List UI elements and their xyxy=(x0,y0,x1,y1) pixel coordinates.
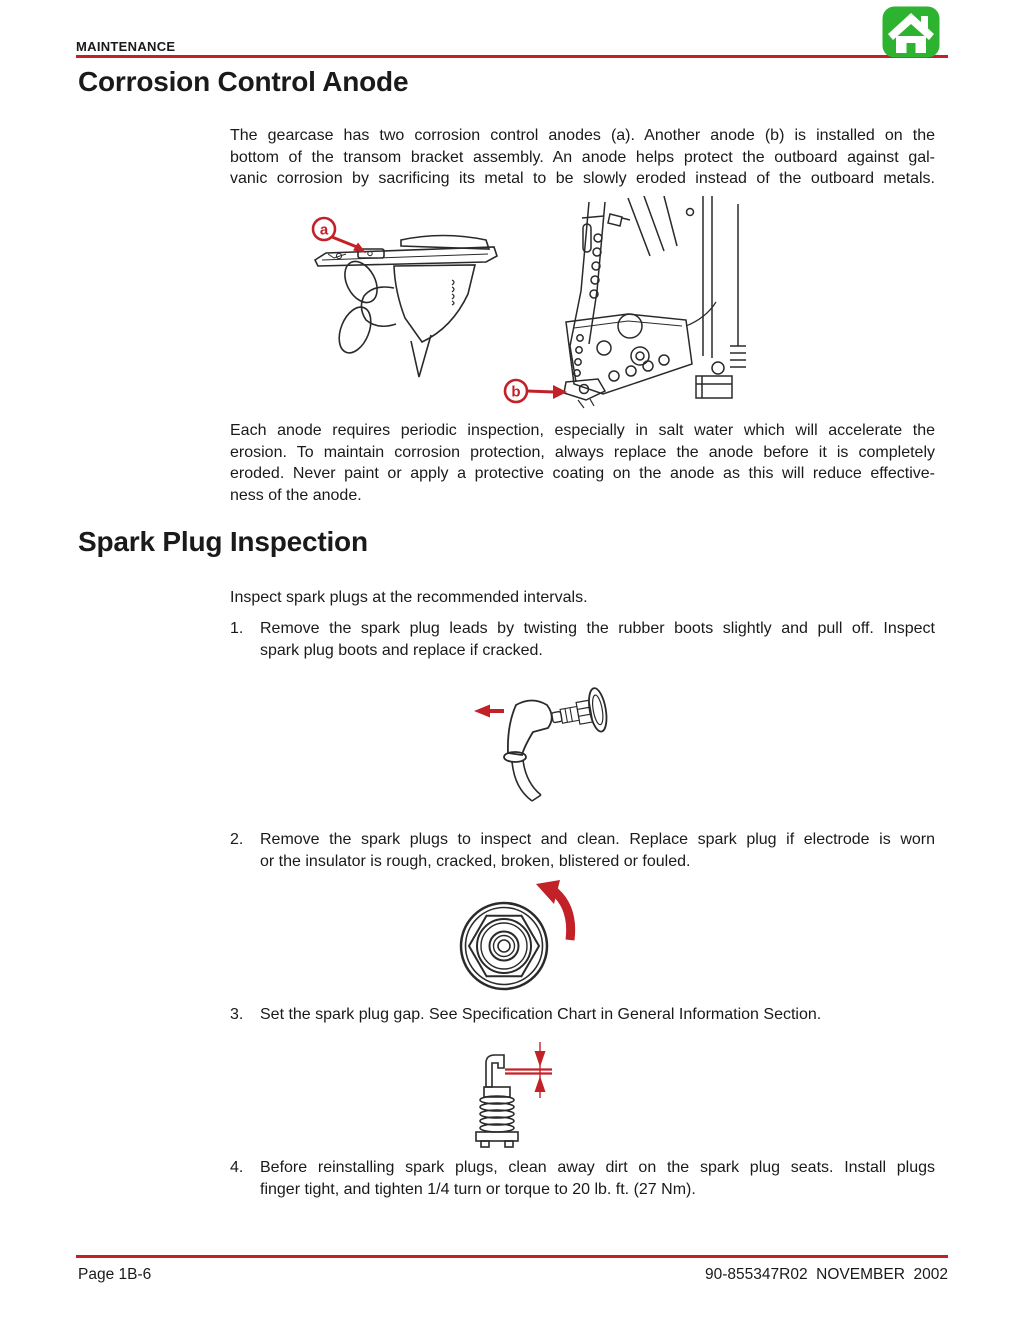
paragraph-line: ness of the anode. xyxy=(230,486,362,504)
step-number: 3. xyxy=(230,1006,244,1023)
page-number: Page 1B-6 xyxy=(78,1266,152,1283)
paragraph-line: vanic corrosion by sacrificing its metal to be slowly eroded instead of the outboard metals. xyxy=(230,170,935,187)
boot-drawing xyxy=(504,701,552,802)
anode-paragraph-1 xyxy=(230,125,935,190)
spark-plug-boot-figure xyxy=(420,668,680,818)
spark-plug-end-view-figure xyxy=(440,878,660,1003)
spark-intro: Inspect spark plugs at the recommended intervals. xyxy=(230,589,588,606)
step-line: Remove the spark plug leads by twisting the rubber boots slightly and pull off. Inspect xyxy=(260,620,935,637)
header-section-label: MAINTENANCE xyxy=(76,39,176,54)
gap-measure-arrows xyxy=(505,1042,552,1098)
step-4 xyxy=(230,1157,935,1200)
header-divider xyxy=(76,55,948,58)
anode-locations-figure xyxy=(298,196,748,416)
step-line: Remove the spark plugs to inspect and clean. Replace spark plug if electrode is worn xyxy=(260,831,935,848)
home-icon[interactable] xyxy=(882,6,940,58)
step-number: 2. xyxy=(230,831,244,848)
spark-section-title: Spark Plug Inspection xyxy=(78,526,368,557)
document-number: 90-855347R02 NOVEMBER 2002 xyxy=(705,1266,948,1283)
anode-section-title: Corrosion Control Anode xyxy=(78,66,409,97)
step-number: 1. xyxy=(230,620,244,637)
step-line: or the insulator is rough, cracked, broken, blistered or fouled. xyxy=(260,852,691,870)
paragraph-line: bottom of the transom bracket assembly. An anode helps protect the outboard against gal- xyxy=(230,148,935,166)
paragraph-line: erosion. To maintain corrosion protection, always replace the anode before it is completely xyxy=(230,443,935,461)
transom-bracket-drawing xyxy=(564,196,746,408)
spark-plug-drawing xyxy=(549,687,610,740)
paragraph-line: The gearcase has two corrosion control anodes (a). Another anode (b) is installed on the xyxy=(230,127,935,144)
callout-a-label: a xyxy=(319,221,329,239)
step-1 xyxy=(230,618,935,661)
pull-arrow-head xyxy=(474,705,490,718)
step-3 xyxy=(230,1004,935,1026)
callout-b xyxy=(505,380,567,402)
callout-b-label: b xyxy=(511,383,521,401)
turn-arrow-shaft xyxy=(554,891,571,940)
step-number: 4. xyxy=(230,1159,244,1176)
anode-paragraph-2 xyxy=(230,420,935,506)
step-line: spark plug boots and replace if cracked. xyxy=(260,641,543,659)
spark-plug-gap-figure xyxy=(440,1038,660,1153)
home-door-shape xyxy=(907,43,916,53)
footer-divider xyxy=(76,1255,948,1258)
step-2 xyxy=(230,829,935,872)
step-line: finger tight, and tighten 1/4 turn or torque to 20 lb. ft. (27 Nm). xyxy=(260,1180,696,1198)
callout-a xyxy=(313,218,366,253)
step-line: Before reinstalling spark plugs, clean away dirt on the spark plug seats. Install plugs xyxy=(260,1159,935,1176)
turn-arrow-head xyxy=(536,880,560,904)
gearcase-drawing xyxy=(315,236,497,378)
plug-end-drawing xyxy=(461,903,547,989)
paragraph-line: Each anode requires periodic inspection, especially in salt water which will accelerate the xyxy=(230,422,935,439)
paragraph-line: eroded. Never paint or apply a protective coating on the anode as this will reduce effective- xyxy=(230,465,935,482)
step-line: Set the spark plug gap. See Specification Chart in General Information Section. xyxy=(260,1006,822,1023)
